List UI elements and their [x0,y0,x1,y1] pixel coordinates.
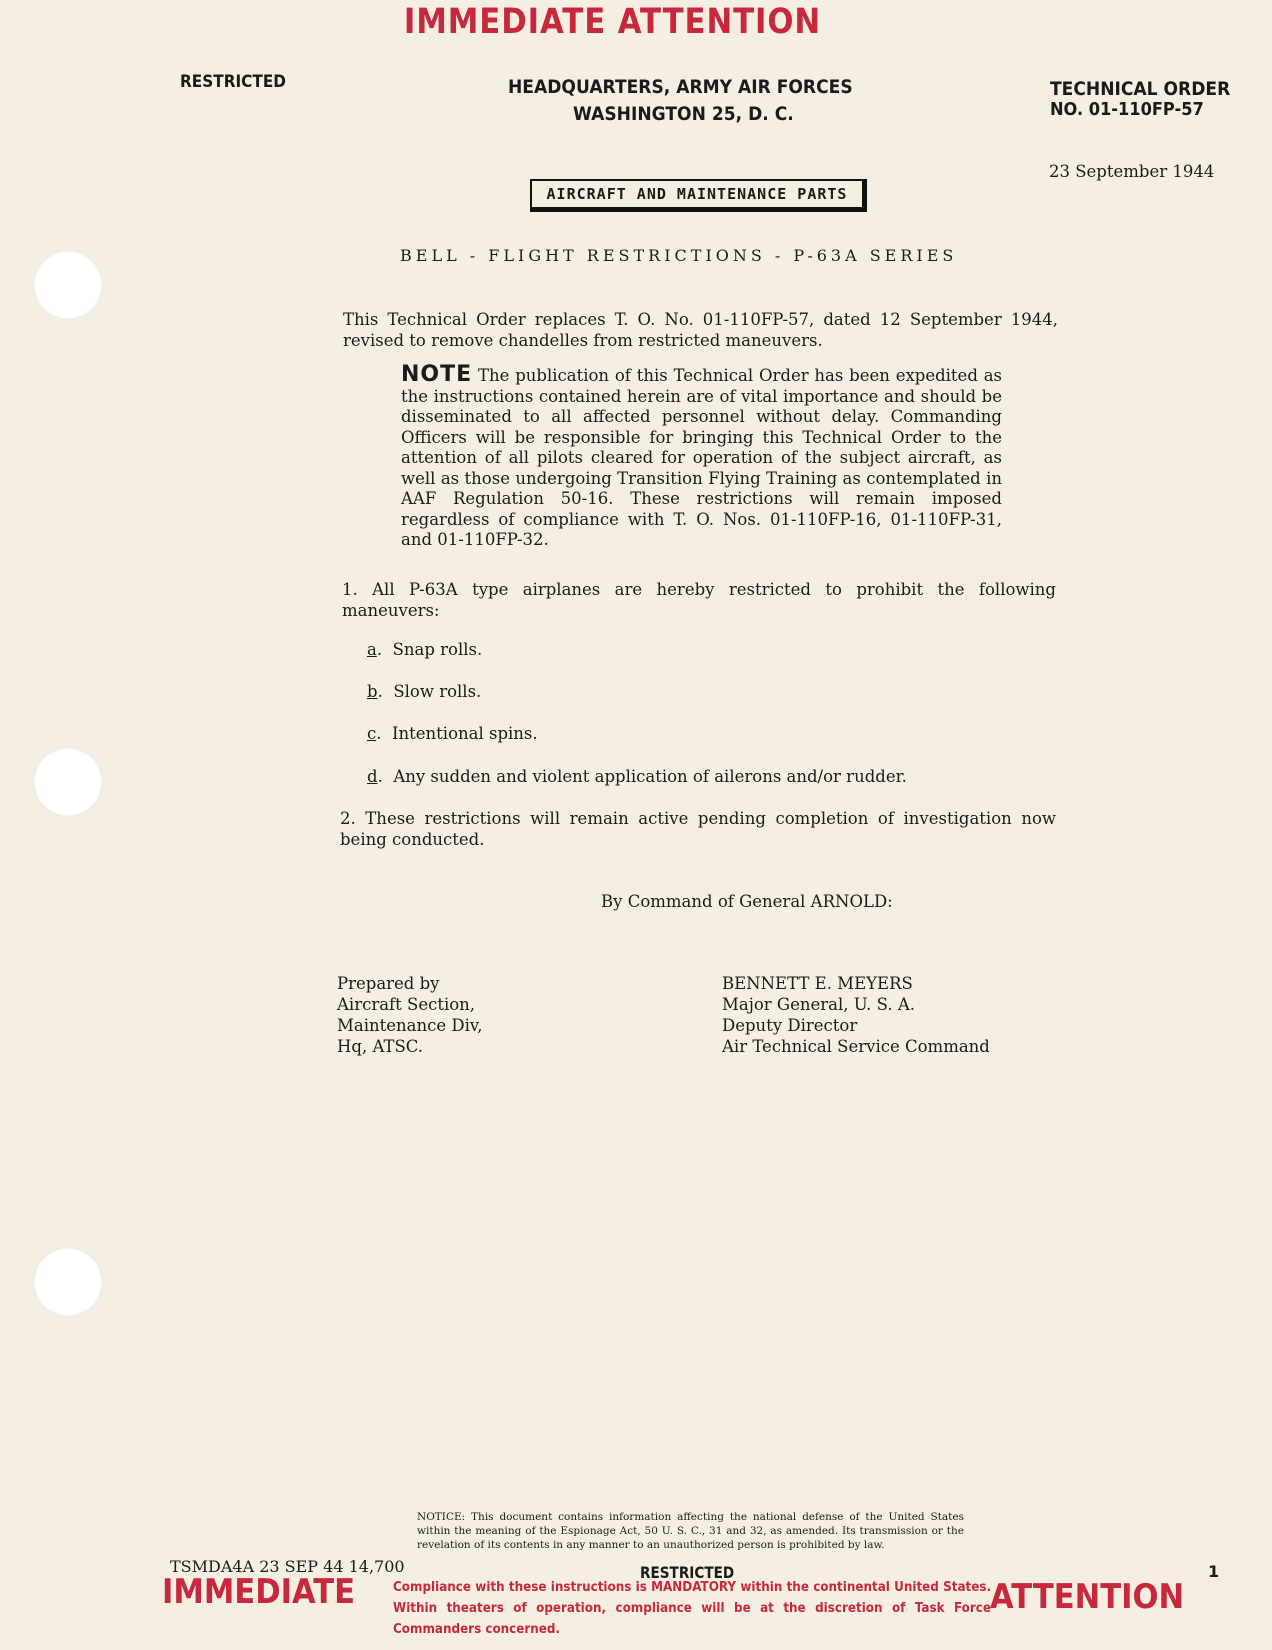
signature-block: BENNETT E. MEYERS Major General, U. S. A. Deputy Director Air Technical Service Command [722,974,990,1056]
category-box: AIRCRAFT AND MAINTENANCE PARTS [530,179,867,212]
subject-line: BELL - FLIGHT RESTRICTIONS - P-63A SERIES [400,246,958,265]
punch-hole [33,250,103,320]
org-line-2: WASHINGTON 25, D. C. [573,103,794,125]
list-item: a. Snap rolls. [367,640,483,659]
print-code: TSMDA4A 23 SEP 44 14,700 [170,1557,405,1576]
paragraph-1: 1. All P-63A type airplanes are hereby restricted to prohibit the following maneuvers: [342,580,1056,620]
espionage-notice: NOTICE: This document contains information affecting the national defense of the United States within the meaning of the Espionage Act, 50 U. S. C., 31 and 32, as amended. Its transmission or the revelation of its contents in any manner to an unauthorized person is prohibited by law. [417,1511,964,1551]
command-line: By Command of General ARNOLD: [601,892,893,911]
classification: RESTRICTED [180,72,286,92]
list-item: b. Slow rolls. [367,682,482,701]
footer-right-banner: ATTENTION [990,1577,1185,1617]
punch-hole [33,747,103,817]
intro-paragraph: This Technical Order replaces T. O. No. 01-110FP-57, dated 12 September 1944, revised to remove chandelles from restricted maneuvers. [343,310,1058,350]
list-item: c. Intentional spins. [367,724,538,743]
footer-left-banner: IMMEDIATE [162,1572,356,1612]
paragraph-2: 2. These restrictions will remain active pending completion of investigation now being conducted. [340,809,1056,849]
note-label: NOTE [401,362,473,387]
compliance-notice: Compliance with these instructions is MANDATORY within the continental United States. Within theaters of operation, compliance will be at the discretion of Task Force Commanders concerned. [393,1580,991,1637]
footer-classification: RESTRICTED [640,1563,735,1582]
technical-order-label: TECHNICAL ORDER [1050,78,1231,100]
banner-title: IMMEDIATE ATTENTION [403,2,822,42]
technical-order-number: NO. 01-110FP-57 [1050,99,1204,120]
page-number: 1 [1208,1562,1220,1581]
org-line-1: HEADQUARTERS, ARMY AIR FORCES [508,76,853,98]
note-paragraph [401,362,1003,551]
note-text: The publication of this Technical Order has been expedited as the instructions contained herein are of vital importance and should be disseminated to all affected personnel without delay. Commanding Officers will be responsible for bringing this Technical Order to the attention of all pilots cleared for operation of the subject aircraft, as well as those undergoing Transition Flying Training as contemplated in AAF Regulation 50-16. These restrictions will remain imposed regardless of compliance with T. O. Nos. 01-110FP-16, 01-110FP-31, and 01-110FP-32. [401,366,1003,549]
punch-hole [33,1247,103,1317]
prepared-by-block: Prepared by Aircraft Section, Maintenance Div, Hq, ATSC. [337,974,483,1056]
list-item: d. Any sudden and violent application of ailerons and/or rudder. [367,767,907,786]
document-date: 23 September 1944 [1049,162,1215,181]
